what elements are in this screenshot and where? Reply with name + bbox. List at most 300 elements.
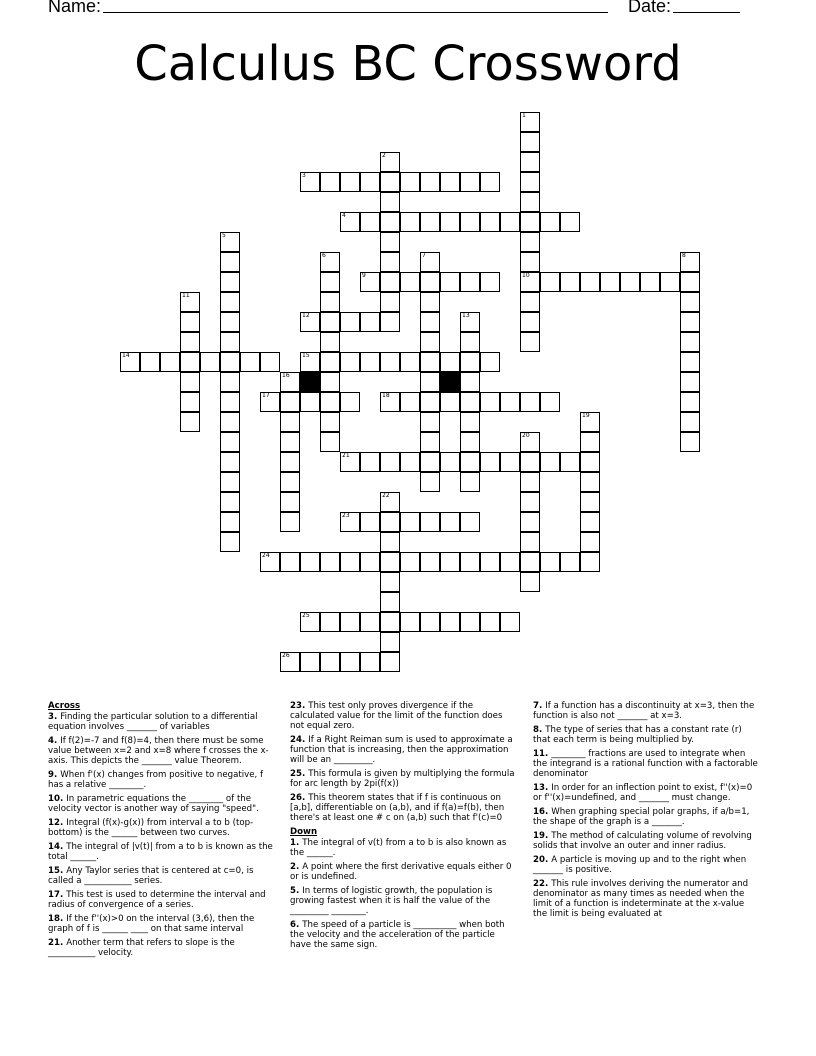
grid-cell[interactable] xyxy=(340,652,360,672)
clue xyxy=(48,842,274,862)
grid-cell[interactable] xyxy=(280,652,300,672)
grid-cell[interactable] xyxy=(400,172,420,192)
grid-cell[interactable] xyxy=(360,272,380,292)
grid-cell[interactable] xyxy=(340,612,360,632)
grid-cell[interactable] xyxy=(520,492,540,512)
grid-cell[interactable] xyxy=(680,352,700,372)
grid-cell[interactable] xyxy=(460,312,480,332)
grid-cell[interactable] xyxy=(580,512,600,532)
grid-cell[interactable] xyxy=(540,452,560,472)
grid-cell[interactable] xyxy=(320,332,340,352)
clue-number: 2 xyxy=(382,152,386,159)
grid-cell[interactable] xyxy=(680,332,700,352)
grid-cell[interactable] xyxy=(520,472,540,492)
grid-cell[interactable] xyxy=(420,172,440,192)
grid-cell[interactable] xyxy=(340,312,360,332)
grid-cell[interactable] xyxy=(520,132,540,152)
clue xyxy=(290,862,518,882)
clue-text: The method of calculating volume of revolving solids that involve an outer and inner radius. xyxy=(533,831,752,851)
clue xyxy=(290,793,518,823)
grid-cell[interactable] xyxy=(180,392,200,412)
grid-cell[interactable] xyxy=(220,272,240,292)
grid-cell[interactable] xyxy=(380,532,400,552)
grid-cell[interactable] xyxy=(320,372,340,392)
grid-cell[interactable] xyxy=(520,292,540,312)
grid-cell[interactable] xyxy=(680,412,700,432)
grid-cell[interactable] xyxy=(360,212,380,232)
grid-cell[interactable] xyxy=(440,512,460,532)
grid-cell[interactable] xyxy=(440,552,460,572)
grid-cell[interactable] xyxy=(240,352,260,372)
grid-cell[interactable] xyxy=(540,212,560,232)
grid-cell[interactable] xyxy=(220,532,240,552)
grid-cell[interactable] xyxy=(380,272,400,292)
grid-cell[interactable] xyxy=(480,272,500,292)
grid-cell[interactable] xyxy=(680,272,700,292)
grid-cell[interactable] xyxy=(640,272,660,292)
clue-number: 22. xyxy=(533,879,552,889)
grid-cell[interactable] xyxy=(620,272,640,292)
clues-column-1 xyxy=(48,701,274,962)
grid-cell[interactable] xyxy=(520,452,540,472)
clue-text: The integral of |v(t)| from a to b is known as the total ______. xyxy=(48,842,273,862)
grid-cell[interactable] xyxy=(560,272,580,292)
grid-cell[interactable] xyxy=(520,152,540,172)
clue-text: This formula is given by multiplying the formula for arc length by 2pi(f(x)) xyxy=(290,769,515,789)
grid-cell[interactable] xyxy=(380,492,400,512)
clue-number: 25 xyxy=(302,612,310,619)
clue xyxy=(533,831,761,851)
grid-cell[interactable] xyxy=(420,272,440,292)
grid-cell[interactable] xyxy=(580,552,600,572)
grid-cell[interactable] xyxy=(520,112,540,132)
grid-cell[interactable] xyxy=(220,292,240,312)
clue-text: The integral of v(t) from a to b is also known as the ______. xyxy=(290,838,507,858)
grid-cell[interactable] xyxy=(420,352,440,372)
grid-cell[interactable] xyxy=(600,272,620,292)
grid-cell[interactable] xyxy=(300,352,320,372)
grid-cell[interactable] xyxy=(500,552,520,572)
grid-cell[interactable] xyxy=(580,412,600,432)
grid-cell[interactable] xyxy=(140,352,160,372)
grid-cell[interactable] xyxy=(680,432,700,452)
clue-number: 13 xyxy=(462,312,470,319)
clue-number: 15. xyxy=(48,866,67,876)
grid-cell[interactable] xyxy=(420,452,440,472)
grid-cell[interactable] xyxy=(180,292,200,312)
grid-cell[interactable] xyxy=(280,492,300,512)
grid-cell[interactable] xyxy=(180,312,200,332)
grid-cell[interactable] xyxy=(440,352,460,372)
clue-text: The type of series that has a constant rate (r) that each term is being multiplied by. xyxy=(533,725,742,745)
clue-text: This test is used to determine the interval and radius of convergence of a series. xyxy=(48,890,266,910)
grid-cell[interactable] xyxy=(360,652,380,672)
grid-cell[interactable] xyxy=(180,332,200,352)
grid-cell[interactable] xyxy=(320,292,340,312)
grid-cell[interactable] xyxy=(340,352,360,372)
grid-cell[interactable] xyxy=(220,512,240,532)
grid-cell[interactable] xyxy=(420,312,440,332)
grid-cell[interactable] xyxy=(480,352,500,372)
grid-cell[interactable] xyxy=(280,392,300,412)
clue-number: 8 xyxy=(682,252,686,259)
clue xyxy=(533,783,761,803)
grid-cell[interactable] xyxy=(360,612,380,632)
grid-cell[interactable] xyxy=(460,512,480,532)
clue-number: 20. xyxy=(533,855,552,865)
grid-cell[interactable] xyxy=(200,352,220,372)
grid-cell[interactable] xyxy=(520,192,540,212)
grid-cell[interactable] xyxy=(580,272,600,292)
clue-number: 9 xyxy=(362,272,366,279)
grid-cell[interactable] xyxy=(220,472,240,492)
grid-cell[interactable] xyxy=(360,512,380,532)
grid-cell[interactable] xyxy=(420,392,440,412)
clue-number: 3 xyxy=(302,172,306,179)
grid-cell[interactable] xyxy=(280,472,300,492)
grid-cell[interactable] xyxy=(320,172,340,192)
clue-text: In parametric equations the ________ of the velocity vector is another way of saying "speed". xyxy=(48,794,259,814)
grid-cell[interactable] xyxy=(460,372,480,392)
grid-cell[interactable] xyxy=(680,372,700,392)
grid-cell[interactable] xyxy=(260,352,280,372)
clue-number: 6. xyxy=(290,920,303,930)
grid-cell[interactable] xyxy=(180,372,200,392)
grid-cell[interactable] xyxy=(420,332,440,352)
grid-cell[interactable] xyxy=(340,212,360,232)
grid-cell[interactable] xyxy=(520,212,540,232)
grid-cell[interactable] xyxy=(520,512,540,532)
grid-cell[interactable] xyxy=(440,172,460,192)
clue-number: 16. xyxy=(533,807,552,817)
clue xyxy=(533,701,761,721)
clue xyxy=(533,725,761,745)
grid-cell[interactable] xyxy=(520,252,540,272)
grid-cell[interactable] xyxy=(480,212,500,232)
grid-cell[interactable] xyxy=(220,252,240,272)
clue-number: 15 xyxy=(302,352,310,359)
grid-cell[interactable] xyxy=(520,392,540,412)
grid-cell[interactable] xyxy=(440,612,460,632)
clue-number: 16 xyxy=(282,372,290,379)
grid-cell[interactable] xyxy=(380,352,400,372)
grid-cell[interactable] xyxy=(280,412,300,432)
grid-cell[interactable] xyxy=(440,392,460,412)
grid-cell[interactable] xyxy=(220,492,240,512)
clue-number: 17. xyxy=(48,890,67,900)
grid-cell[interactable] xyxy=(380,392,400,412)
grid-cell[interactable] xyxy=(560,552,580,572)
grid-cell[interactable] xyxy=(400,612,420,632)
across-heading: Across xyxy=(48,701,81,711)
grid-cell[interactable] xyxy=(460,392,480,412)
clue-number: 10 xyxy=(522,272,530,279)
grid-cell[interactable] xyxy=(280,372,300,392)
grid-cell[interactable] xyxy=(300,612,320,632)
grid-cell[interactable] xyxy=(560,212,580,232)
clue-number: 8. xyxy=(533,725,546,735)
grid-cell[interactable] xyxy=(680,292,700,312)
grid-cell[interactable] xyxy=(420,552,440,572)
grid-cell[interactable] xyxy=(180,412,200,432)
clues-column-2 xyxy=(290,701,518,954)
clue-text: Another term that refers to slope is the ___________ velocity. xyxy=(48,938,235,958)
grid-cell[interactable] xyxy=(520,172,540,192)
grid-cell[interactable] xyxy=(400,352,420,372)
grid-cell[interactable] xyxy=(320,392,340,412)
grid-cell[interactable] xyxy=(380,452,400,472)
grid-cell[interactable] xyxy=(500,212,520,232)
grid-cell[interactable] xyxy=(440,212,460,232)
grid-cell[interactable] xyxy=(220,392,240,412)
grid-cell[interactable] xyxy=(380,312,400,332)
grid-cell[interactable] xyxy=(420,292,440,312)
clue-text: When graphing special polar graphs, if a/b=1, the shape of the graph is a _______. xyxy=(533,807,750,827)
grid-cell[interactable] xyxy=(300,552,320,572)
black-square xyxy=(440,372,460,392)
grid-cell[interactable] xyxy=(400,392,420,412)
clue-text: This test only proves divergence if the calculated value for the limit of the function does not equal zero. xyxy=(290,701,503,731)
clue-text: A particle is moving up and to the right when _______ is positive. xyxy=(533,855,747,875)
grid-cell[interactable] xyxy=(420,432,440,452)
clue xyxy=(533,855,761,875)
grid-cell[interactable] xyxy=(220,372,240,392)
grid-cell[interactable] xyxy=(580,472,600,492)
grid-cell[interactable] xyxy=(420,252,440,272)
grid-cell[interactable] xyxy=(460,212,480,232)
grid-cell[interactable] xyxy=(320,612,340,632)
clue-number: 6 xyxy=(322,252,326,259)
grid-cell[interactable] xyxy=(380,172,400,192)
clue-number: 21 xyxy=(342,452,350,459)
grid-cell[interactable] xyxy=(680,252,700,272)
grid-cell[interactable] xyxy=(320,312,340,332)
grid-cell[interactable] xyxy=(220,312,240,332)
grid-cell[interactable] xyxy=(380,292,400,312)
grid-cell[interactable] xyxy=(380,512,400,532)
clue-text: In terms of logistic growth, the population is growing fastest when it is half the value of the _________ ________. xyxy=(290,886,493,916)
grid-cell[interactable] xyxy=(520,572,540,592)
grid-cell[interactable] xyxy=(420,512,440,532)
grid-cell[interactable] xyxy=(260,552,280,572)
grid-cell[interactable] xyxy=(300,172,320,192)
grid-cell[interactable] xyxy=(580,532,600,552)
grid-cell[interactable] xyxy=(300,652,320,672)
grid-cell[interactable] xyxy=(520,552,540,572)
grid-cell[interactable] xyxy=(400,552,420,572)
grid-cell[interactable] xyxy=(340,452,360,472)
grid-cell[interactable] xyxy=(460,272,480,292)
grid-cell[interactable] xyxy=(400,452,420,472)
grid-cell[interactable] xyxy=(260,392,280,412)
grid-cell[interactable] xyxy=(320,352,340,372)
grid-cell[interactable] xyxy=(520,532,540,552)
grid-cell[interactable] xyxy=(320,272,340,292)
clue-text: If f(2)=-7 and f(8)=4, then there must be some value between x=2 and x=8 where f crosses the x-axis. This depicts the _______ value Theorem. xyxy=(48,736,269,766)
grid-cell[interactable] xyxy=(380,192,400,212)
grid-cell[interactable] xyxy=(220,412,240,432)
grid-cell[interactable] xyxy=(500,612,520,632)
grid-cell[interactable] xyxy=(380,152,400,172)
grid-cell[interactable] xyxy=(300,392,320,412)
grid-cell[interactable] xyxy=(480,452,500,472)
clue-number: 19 xyxy=(582,412,590,419)
clue xyxy=(48,914,274,934)
grid-cell[interactable] xyxy=(460,432,480,452)
clue-number: 1 xyxy=(522,112,526,119)
grid-cell[interactable] xyxy=(320,252,340,272)
grid-cell[interactable] xyxy=(360,312,380,332)
grid-cell[interactable] xyxy=(280,432,300,452)
clue-number: 3. xyxy=(48,712,61,722)
clue xyxy=(290,838,518,858)
grid-cell[interactable] xyxy=(460,172,480,192)
clue-number: 21. xyxy=(48,938,67,948)
grid-cell[interactable] xyxy=(380,652,400,672)
clue xyxy=(290,920,518,950)
grid-cell[interactable] xyxy=(580,452,600,472)
clue xyxy=(48,818,274,838)
grid-cell[interactable] xyxy=(420,372,440,392)
grid-cell[interactable] xyxy=(380,252,400,272)
grid-cell[interactable] xyxy=(520,312,540,332)
grid-cell[interactable] xyxy=(480,392,500,412)
clue-number: 14 xyxy=(122,352,130,359)
grid-cell[interactable] xyxy=(480,172,500,192)
grid-cell[interactable] xyxy=(520,332,540,352)
grid-cell[interactable] xyxy=(300,312,320,332)
clue xyxy=(290,769,518,789)
grid-cell[interactable] xyxy=(360,172,380,192)
grid-cell[interactable] xyxy=(460,472,480,492)
grid-cell[interactable] xyxy=(340,512,360,532)
grid-cell[interactable] xyxy=(380,612,400,632)
clue xyxy=(290,701,518,731)
clue xyxy=(48,736,274,766)
grid-cell[interactable] xyxy=(420,612,440,632)
grid-cell[interactable] xyxy=(420,472,440,492)
clue xyxy=(48,890,274,910)
grid-cell[interactable] xyxy=(180,352,200,372)
clue-number: 18. xyxy=(48,914,67,924)
grid-cell[interactable] xyxy=(380,572,400,592)
clue-text: This theorem states that if f is continuous on [a,b], differentiable on (a,b), and if f(a)=f(b), then there's at least one # c on (a,b) such that f'(c)=0 xyxy=(290,793,505,823)
grid-cell[interactable] xyxy=(500,392,520,412)
grid-cell[interactable] xyxy=(680,312,700,332)
grid-cell[interactable] xyxy=(280,552,300,572)
clue-number: 7 xyxy=(422,252,426,259)
grid-cell[interactable] xyxy=(680,392,700,412)
clue-number: 5 xyxy=(222,232,226,239)
grid-cell[interactable] xyxy=(320,432,340,452)
grid-cell[interactable] xyxy=(380,552,400,572)
clue-text: Any Taylor series that is centered at c=0, is called a ___________ series. xyxy=(48,866,254,886)
grid-cell[interactable] xyxy=(520,232,540,252)
grid-cell[interactable] xyxy=(280,512,300,532)
clue-text: Integral (f(x)-g(x)) from interval a to b (top-bottom) is the ______ between two curves. xyxy=(48,818,254,838)
grid-cell[interactable] xyxy=(400,272,420,292)
grid-cell[interactable] xyxy=(220,232,240,252)
grid-cell[interactable] xyxy=(460,552,480,572)
clue-text: If a Right Reiman sum is used to approximate a function that is increasing, then the approximation will be an _________. xyxy=(290,735,513,765)
clue-text: If the f''(x)>0 on the interval (3,6), then the graph of f is ______ ____ on that same interval xyxy=(48,914,255,934)
clue-number: 13. xyxy=(533,783,552,793)
date-label: Date: xyxy=(628,0,672,16)
grid-cell[interactable] xyxy=(460,352,480,372)
clue-text: The speed of a particle is __________ when both the velocity and the acceleration of the particle have the same sign. xyxy=(290,920,505,950)
grid-cell[interactable] xyxy=(320,412,340,432)
grid-cell[interactable] xyxy=(380,632,400,652)
clue-number: 18 xyxy=(382,392,390,399)
clue-number: 24 xyxy=(262,552,270,559)
grid-cell[interactable] xyxy=(280,452,300,472)
grid-cell[interactable] xyxy=(360,452,380,472)
grid-cell[interactable] xyxy=(460,452,480,472)
grid-cell[interactable] xyxy=(520,432,540,452)
grid-cell[interactable] xyxy=(460,412,480,432)
grid-cell[interactable] xyxy=(400,512,420,532)
grid-cell[interactable] xyxy=(220,352,240,372)
grid-cell[interactable] xyxy=(420,412,440,432)
grid-cell[interactable] xyxy=(220,432,240,452)
clue-text: This rule involves deriving the numerator and denominator as many times as needed when the limit of a function is indeterminate at the x-value the limit is being evaluated at xyxy=(533,879,749,919)
clue-text: Finding the particular solution to a differential equation involves _______ of variables xyxy=(48,712,258,732)
grid-cell[interactable] xyxy=(560,452,580,472)
grid-cell[interactable] xyxy=(580,492,600,512)
grid-cell[interactable] xyxy=(540,272,560,292)
grid-cell[interactable] xyxy=(460,612,480,632)
grid-cell[interactable] xyxy=(440,272,460,292)
clue-number: 14. xyxy=(48,842,67,852)
grid-cell[interactable] xyxy=(480,612,500,632)
grid-cell[interactable] xyxy=(400,212,420,232)
grid-cell[interactable] xyxy=(380,212,400,232)
grid-cell[interactable] xyxy=(220,452,240,472)
grid-cell[interactable] xyxy=(340,552,360,572)
grid-cell[interactable] xyxy=(120,352,140,372)
grid-cell[interactable] xyxy=(320,652,340,672)
grid-cell[interactable] xyxy=(380,232,400,252)
page-title: Calculus BC Crossword xyxy=(134,36,682,92)
grid-cell[interactable] xyxy=(540,552,560,572)
grid-cell[interactable] xyxy=(360,552,380,572)
grid-cell[interactable] xyxy=(540,392,560,412)
grid-cell[interactable] xyxy=(160,352,180,372)
clue-number: 23. xyxy=(290,701,309,711)
grid-cell[interactable] xyxy=(220,332,240,352)
grid-cell[interactable] xyxy=(580,432,600,452)
grid-cell[interactable] xyxy=(320,552,340,572)
clue-number: 20 xyxy=(522,432,530,439)
clue-text: If a function has a discontinuity at x=3, then the function is also not _______ at x=3. xyxy=(533,701,755,721)
clues-column-3 xyxy=(533,701,761,923)
grid-cell[interactable] xyxy=(500,452,520,472)
grid-cell[interactable] xyxy=(360,352,380,372)
grid-cell[interactable] xyxy=(460,332,480,352)
grid-cell[interactable] xyxy=(660,272,680,292)
grid-cell[interactable] xyxy=(340,392,360,412)
clue-number: 11 xyxy=(182,292,190,299)
grid-cell[interactable] xyxy=(440,452,460,472)
grid-cell[interactable] xyxy=(420,212,440,232)
clue-text: ________ fractions are used to integrate when the integrand is a rational function with a factorable denominator xyxy=(533,749,758,779)
clue-number: 9. xyxy=(48,770,61,780)
grid-cell[interactable] xyxy=(480,552,500,572)
clue xyxy=(48,712,274,732)
grid-cell[interactable] xyxy=(380,592,400,612)
grid-cell[interactable] xyxy=(520,272,540,292)
grid-cell[interactable] xyxy=(340,172,360,192)
